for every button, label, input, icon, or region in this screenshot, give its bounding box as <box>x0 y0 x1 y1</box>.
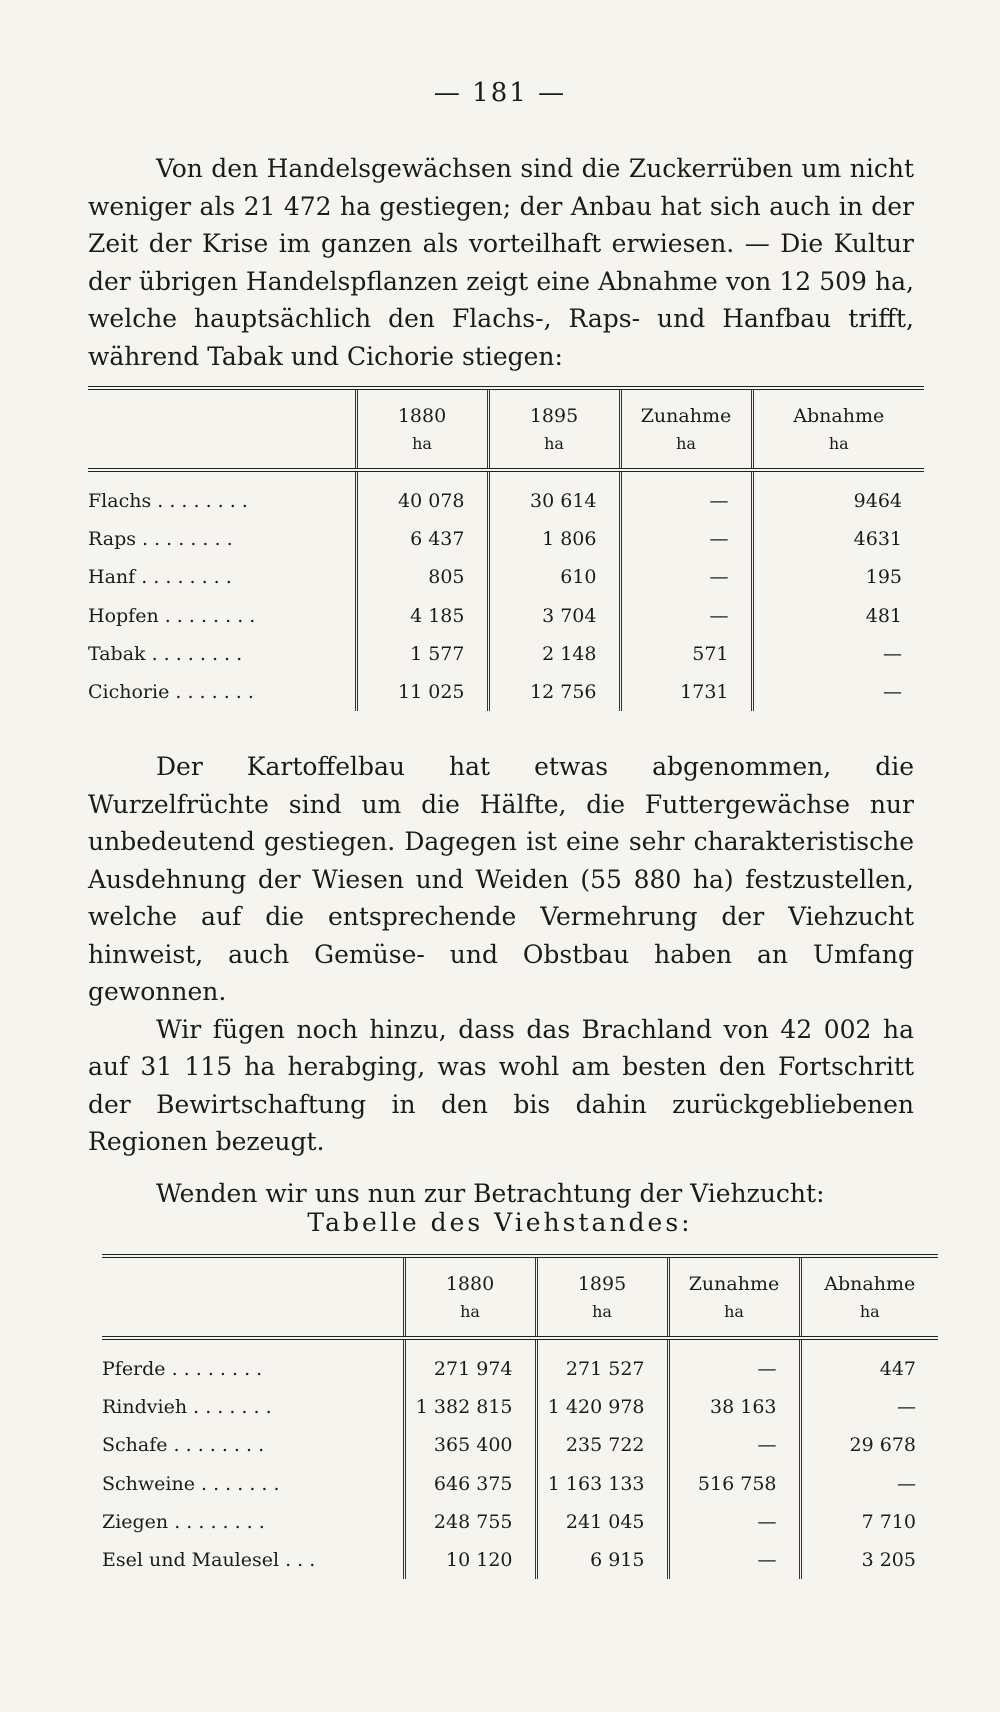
row-label: Tabak . . . . . . . . <box>88 642 243 665</box>
cell-abnahme: 4631 <box>752 520 924 558</box>
paragraph-4: Wenden wir uns nun zur Betrachtung der Viehzucht: <box>156 1178 825 1208</box>
cell-zunahme: — <box>620 470 752 520</box>
cell-abnahme: 3 205 <box>800 1541 938 1579</box>
cell-abnahme: 195 <box>752 558 924 596</box>
cell-abnahme: — <box>800 1465 938 1503</box>
paragraph-2: Der Kartoffelbau hat etwas abgenommen, die Wurzelfrüchte sind um die Hälfte, die Futtergewächse nur unbedeutend gestiegen. Dagegen ist eine sehr charakteristische Ausdehnung der Wiesen und Weiden (55 880 ha) festzustellen, welche auf die entsprechende Vermehrung der Viehzucht hinweist, auch Gemüse- und Obstbau haben an Umfang gewonnen. <box>88 752 914 1006</box>
cell-zunahme: 1731 <box>620 673 752 711</box>
cell-1880: 11 025 <box>356 673 488 711</box>
cell-abnahme: 7 710 <box>800 1503 938 1541</box>
header-zunahme: Zunahme ha <box>620 388 752 470</box>
header-blank <box>88 388 356 470</box>
page-number: — 181 — <box>433 78 567 108</box>
table-row <box>88 673 924 711</box>
cell-1880: 40 078 <box>356 470 488 520</box>
cell-1895: 12 756 <box>488 673 620 711</box>
cell-1880: 271 974 <box>404 1338 536 1388</box>
cell-zunahme: — <box>668 1338 800 1388</box>
cell-1880: 10 120 <box>404 1541 536 1579</box>
table-row <box>102 1388 938 1426</box>
paragraph-3: Wir fügen noch hinzu, dass das Brachland von 42 002 ha auf 31 115 ha herabging, was wohl am besten den Fortschritt der Bewirtschaftung in den bis dahin zurückgebliebenen Regionen bezeugt. <box>88 1014 914 1156</box>
header-abnahme: Abnahme ha <box>752 388 924 470</box>
cell-abnahme: 9464 <box>752 470 924 520</box>
cell-zunahme: — <box>668 1503 800 1541</box>
cell-1880: 4 185 <box>356 597 488 635</box>
table-row <box>102 1465 938 1503</box>
paragraph-handelsgewaechse <box>88 150 914 375</box>
header-blank <box>102 1256 404 1338</box>
row-label: Flachs . . . . . . . . <box>88 490 248 513</box>
row-label: Hanf . . . . . . . . <box>88 566 232 589</box>
cell-abnahme: — <box>752 673 924 711</box>
table-row <box>102 1338 938 1388</box>
row-label: Schweine . . . . . . . <box>102 1472 280 1495</box>
cell-abnahme: — <box>752 635 924 673</box>
table-row <box>102 1503 938 1541</box>
cell-abnahme: — <box>800 1388 938 1426</box>
cell-1880: 646 375 <box>404 1465 536 1503</box>
cell-1880: 6 437 <box>356 520 488 558</box>
cell-1895: 3 704 <box>488 597 620 635</box>
table-row <box>88 558 924 596</box>
cell-1895: 1 163 133 <box>536 1465 668 1503</box>
row-label: Raps . . . . . . . . <box>88 528 233 551</box>
cell-zunahme: — <box>668 1426 800 1464</box>
header-abnahme: Abnahme ha <box>800 1256 938 1338</box>
row-label: Cichorie . . . . . . . <box>88 681 254 704</box>
table-row <box>88 520 924 558</box>
cell-zunahme: 38 163 <box>668 1388 800 1426</box>
cell-1880: 248 755 <box>404 1503 536 1541</box>
row-label: Rindvieh . . . . . . . <box>102 1396 272 1419</box>
table-row <box>88 597 924 635</box>
header-1895: 1895 ha <box>488 388 620 470</box>
cell-1895: 6 915 <box>536 1541 668 1579</box>
text-block-middle <box>88 748 914 1212</box>
cell-1895: 1 420 978 <box>536 1388 668 1426</box>
cell-zunahme: — <box>620 597 752 635</box>
row-label: Esel und Maulesel . . . <box>102 1549 316 1572</box>
cell-1895: 271 527 <box>536 1338 668 1388</box>
header-zunahme: Zunahme ha <box>668 1256 800 1338</box>
cell-1880: 1 382 815 <box>404 1388 536 1426</box>
table-header-row <box>88 388 924 470</box>
row-label: Hopfen . . . . . . . . <box>88 604 256 627</box>
cell-1895: 1 806 <box>488 520 620 558</box>
cell-zunahme: — <box>620 520 752 558</box>
cell-abnahme: 29 678 <box>800 1426 938 1464</box>
table-row <box>88 470 924 520</box>
cell-1895: 2 148 <box>488 635 620 673</box>
cell-1895: 610 <box>488 558 620 596</box>
paragraph-1: Von den Handelsgewächsen sind die Zuckerrüben um nicht weniger als 21 472 ha gestiegen; der Anbau hat sich auch in der Zeit der Krise im ganzen als vorteilhaft erwiesen. — Die Kultur der übrigen Handelspflanzen zeigt eine Abnahme von 12 509 ha, welche hauptsächlich den Flachs-, Raps- und Hanfbau trifft, während Tabak und Cichorie stiegen: <box>88 154 914 371</box>
cell-1895: 30 614 <box>488 470 620 520</box>
cell-1895: 235 722 <box>536 1426 668 1464</box>
table-row <box>102 1426 938 1464</box>
table-row <box>102 1541 938 1579</box>
cell-zunahme: — <box>620 558 752 596</box>
header-1880: 1880 ha <box>356 388 488 470</box>
row-label: Ziegen . . . . . . . . <box>102 1510 265 1533</box>
table-row <box>88 635 924 673</box>
cell-abnahme: 447 <box>800 1338 938 1388</box>
table-viehstand <box>102 1254 938 1579</box>
cell-1880: 805 <box>356 558 488 596</box>
row-label: Schafe . . . . . . . . <box>102 1434 265 1457</box>
table-handelspflanzen <box>88 386 924 711</box>
header-1880: 1880 ha <box>404 1256 536 1338</box>
table-header-row <box>102 1256 938 1338</box>
cell-zunahme: 516 758 <box>668 1465 800 1503</box>
cell-1880: 365 400 <box>404 1426 536 1464</box>
cell-zunahme: 571 <box>620 635 752 673</box>
cell-1895: 241 045 <box>536 1503 668 1541</box>
table-caption-viehstand: Tabelle des Viehstandes: <box>307 1208 693 1237</box>
header-1895: 1895 ha <box>536 1256 668 1338</box>
cell-zunahme: — <box>668 1541 800 1579</box>
row-label: Pferde . . . . . . . . <box>102 1358 263 1381</box>
cell-1880: 1 577 <box>356 635 488 673</box>
cell-abnahme: 481 <box>752 597 924 635</box>
